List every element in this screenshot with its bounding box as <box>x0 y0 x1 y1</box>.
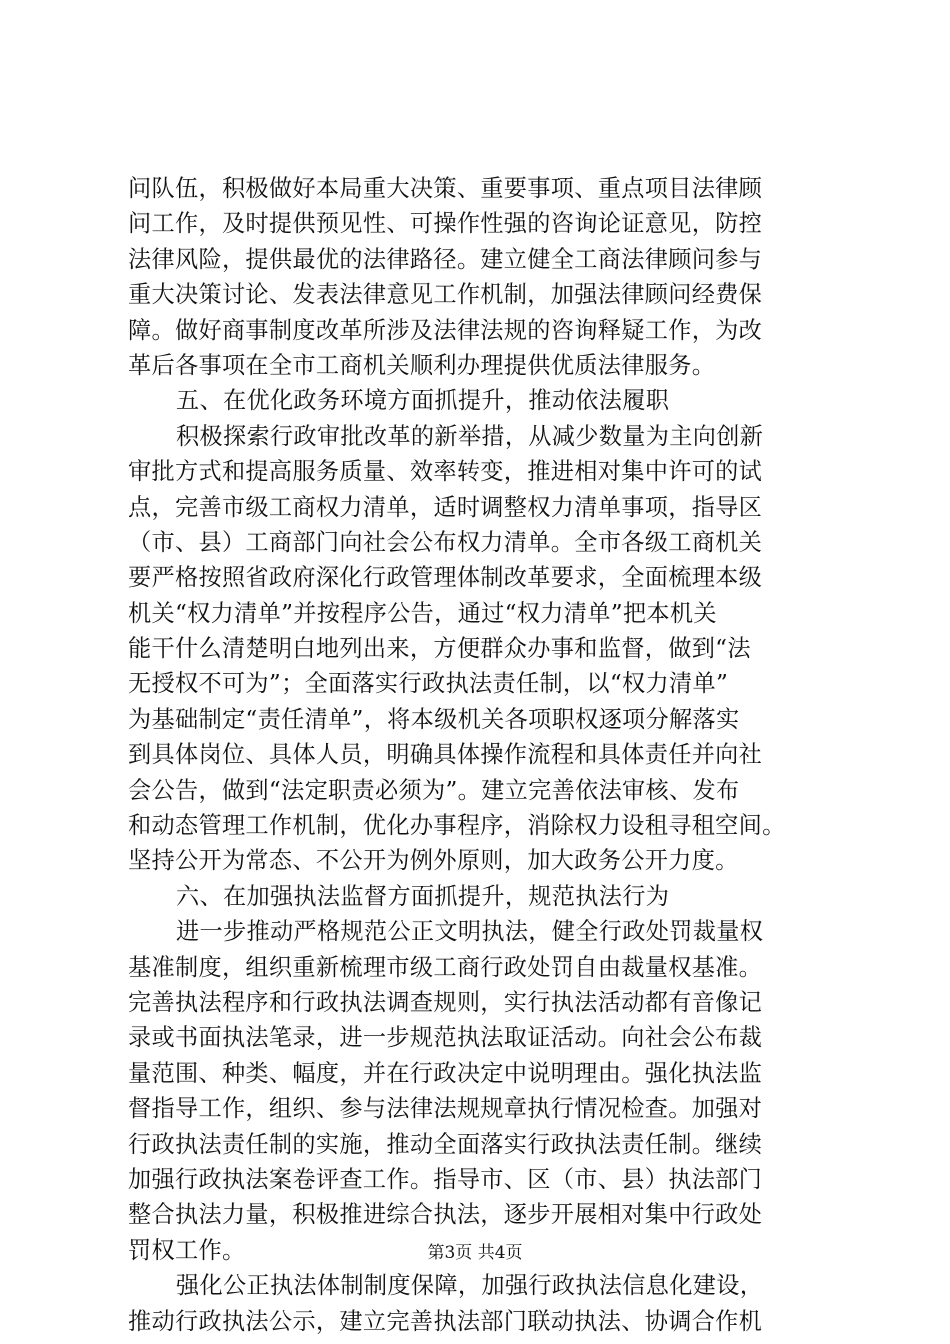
text-line: 点，完善市级工商权力清单，适时调整权力清单事项，指导区 <box>128 493 763 521</box>
text-line: 行政执法责任制的实施，推动全面落实行政执法责任制。继续 <box>128 1130 763 1158</box>
text-line: 障。做好商事制度改革所涉及法律法规的咨询释疑工作，为改 <box>128 316 763 344</box>
section-heading: 六、在加强执法监督方面抓提升，规范执法行为 <box>176 882 670 910</box>
text-line: 和动态管理工作机制，优化办事程序，消除权力设租寻租空间。 <box>128 812 786 840</box>
section-heading: 五、在优化政务环境方面抓提升，推动依法履职 <box>176 387 670 415</box>
text-line: 问工作，及时提供预见性、可操作性强的咨询论证意见，防控 <box>128 210 763 238</box>
text-line: 能干什么清楚明白地列出来，方便群众办事和监督，做到“法 <box>128 635 751 663</box>
text-line: 坚持公开为常态、不公开为例外原则，加大政务公开力度。 <box>128 847 739 875</box>
page-footer: 第3页 共4页 <box>427 1243 523 1263</box>
text-line: 机关“权力清单”并按程序公告，通过“权力清单”把本机关 <box>128 599 717 627</box>
text-line: 强化公正执法体制制度保障，加强行政执法信息化建设， <box>176 1272 764 1300</box>
text-line: 积极探索行政审批改革的新举措，从减少数量为主向创新 <box>176 422 764 450</box>
text-line: 基准制度，组织重新梳理市级工商行政处罚自由裁量权基准。 <box>128 953 763 981</box>
text-line: 到具体岗位、具体人员，明确具体操作流程和具体责任并向社 <box>128 741 763 769</box>
text-line: 问队伍，积极做好本局重大决策、重要事项、重点项目法律顾 <box>128 175 763 202</box>
text-line: 重大决策讨论、发表法律意见工作机制，加强法律顾问经费保 <box>128 281 763 309</box>
text-line: （市、县）工商部门向社会公布权力清单。全市各级工商机关 <box>128 528 763 556</box>
document-body <box>128 171 828 1339</box>
text-line: 法律风险，提供最优的法律路径。建立健全工商法律顾问参与 <box>128 245 763 273</box>
text-line: 推动行政执法公示，建立完善执法部门联动执法、协调合作机 <box>128 1307 763 1335</box>
text-line: 要严格按照省政府深化行政管理体制改革要求，全面梳理本级 <box>128 564 763 592</box>
text-line: 整合执法力量，积极推进综合执法，逐步开展相对集中行政处 <box>128 1201 763 1229</box>
text-line: 督指导工作，组织、参与法律法规规章执行情况检查。加强对 <box>128 1095 763 1123</box>
text-line: 审批方式和提高服务质量、效率转变，推进相对集中许可的试 <box>128 458 763 486</box>
text-line: 量范围、种类、幅度，并在行政决定中说明理由。强化执法监 <box>128 1059 763 1087</box>
text-line: 会公告，做到“法定职责必须为”。建立完善依法审核、发布 <box>128 776 740 804</box>
text-line: 进一步推动严格规范公正文明执法，健全行政处罚裁量权 <box>176 918 764 946</box>
text-line: 罚权工作。 <box>128 1236 246 1264</box>
text-line: 无授权不可为”；全面落实行政执法责任制，以“权力清单” <box>128 670 729 698</box>
text-line: 录或书面执法笔录，进一步规范执法取证活动。向社会公布裁 <box>128 1024 763 1052</box>
text-line: 加强行政执法案卷评查工作。指导市、区（市、县）执法部门 <box>128 1165 763 1193</box>
text-line: 为基础制定“责任清单”，将本级机关各项职权逐项分解落实 <box>128 705 740 733</box>
text-line: 革后各事项在全市工商机关顺利办理提供优质法律服务。 <box>128 351 716 379</box>
text-line: 完善执法程序和行政执法调查规则，实行执法活动都有音像记 <box>128 988 763 1016</box>
